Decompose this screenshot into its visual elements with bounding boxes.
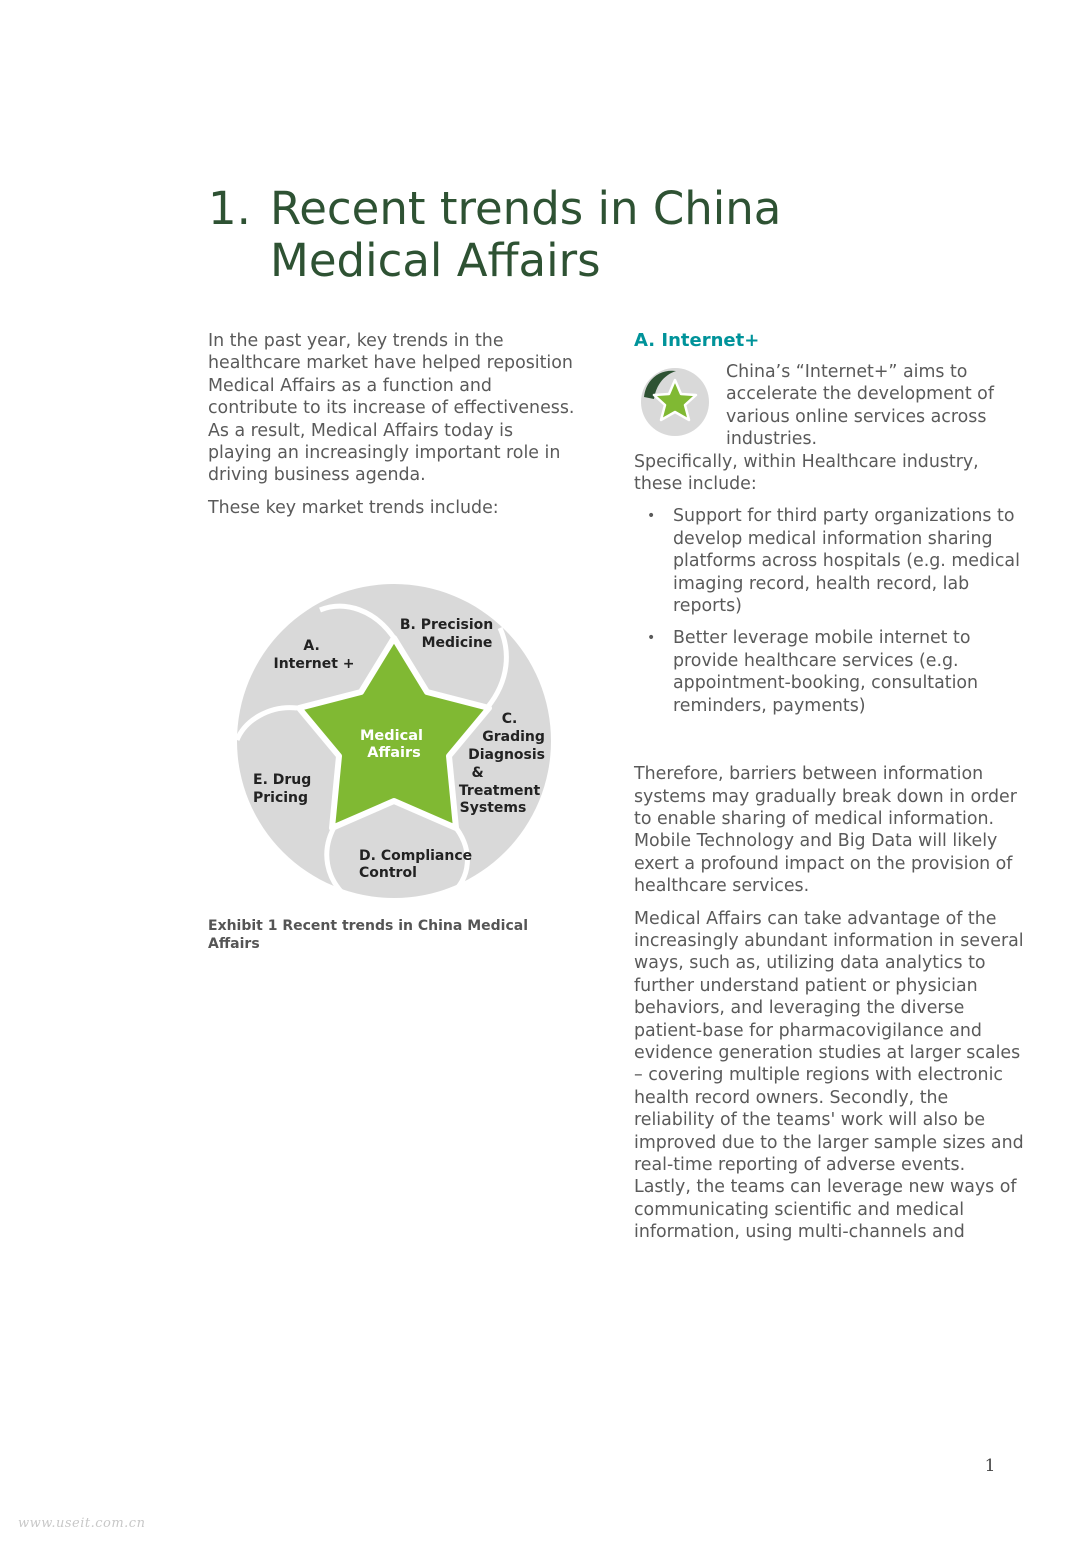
segment-c-line: Grading: [482, 729, 545, 745]
segment-c-line: C.: [501, 711, 518, 727]
list-item: [634, 505, 1024, 617]
segment-d-line: Control: [359, 865, 417, 881]
healthcare-initiatives-list: [634, 505, 1024, 717]
center-label-line: Medical: [359, 728, 423, 744]
list-item-text: Better leverage mobile internet to provide healthcare services (e.g. appointment-booking, consultation reminders, payments): [673, 628, 979, 716]
intro-text: China’s “Internet+” aims to accelerate the development of various online services across industries.: [726, 362, 994, 450]
segment-a-line: Internet +: [273, 656, 355, 672]
internet-plus-intro: [634, 361, 1024, 451]
trends-lead-in: These key market trends include:: [208, 497, 499, 518]
bullet-icon: •: [647, 630, 656, 647]
segment-e-line: Pricing: [253, 790, 309, 806]
bullet-icon: •: [647, 508, 656, 525]
page-title: [208, 183, 968, 287]
intro-paragraph: In the past year, key trends in the healthcare market have helped reposition Medical Affairs as a function and contribute to its increase of effectiveness. As a result, Medical Affairs today is playing an increasingly important role in driving business agenda.: [208, 331, 575, 486]
center-label: [360, 728, 428, 761]
advantages-paragraph: Medical Affairs can take advantage of the increasingly abundant information in several ways, such as, utilizing data analytics to further understand patient or physician behaviors, and leveraging the diverse patient-base for pharmacovigilance and evidence generation studies at larger scales – covering multiple regions with electronic health record owners. Secondly, the reliability of the teams' work will also be improved due to the larger sample sizes and real-time reporting of adverse events. Lastly, the teams can leverage new ways of communicating scientific and medical information, using multi-channels and: [634, 908, 1024, 1243]
segment-c-line: Diagnosis: [468, 747, 546, 763]
segment-b-line: Medicine: [421, 635, 493, 651]
segment-d-line: D. Compliance: [359, 848, 473, 864]
section-title: Recent trends in China Medical Affairs: [270, 182, 782, 287]
page-number: 1: [984, 1456, 996, 1476]
subsection-heading: A. Internet+: [634, 330, 760, 351]
center-label-line: Affairs: [367, 745, 421, 761]
list-item: [634, 627, 1024, 717]
segment-c-line: Systems: [459, 800, 527, 816]
trends-diagram: [225, 580, 565, 910]
list-item-text: Support for third party organizations to develop medical information sharing platforms across hospitals (e.g. medical imaging record, health record, lab reports): [673, 506, 1020, 617]
segment-b-line: B. Precision: [399, 617, 494, 633]
exhibit-caption: Exhibit 1 Recent trends in China Medical Affairs: [208, 918, 529, 952]
barriers-paragraph: Therefore, barriers between information systems may gradually break down in order to enable sharing of medical information. Mobile Technology and Big Data will likely exert a profound impact on the provision of healthcare services.: [634, 764, 1017, 897]
specifically-text: Specifically, within Healthcare industry, these include:: [634, 451, 979, 495]
segment-c-line: &: [471, 765, 484, 781]
right-column: [634, 330, 1024, 1254]
segment-a-line: A.: [303, 638, 320, 654]
star-badge-icon: [638, 365, 712, 439]
segment-c-line: Treatment: [458, 783, 541, 799]
left-column: [208, 330, 578, 529]
segment-e-line: E. Drug: [253, 772, 312, 788]
watermark: www.useit.com.cn: [18, 1516, 146, 1531]
section-number: 1.: [208, 182, 251, 235]
